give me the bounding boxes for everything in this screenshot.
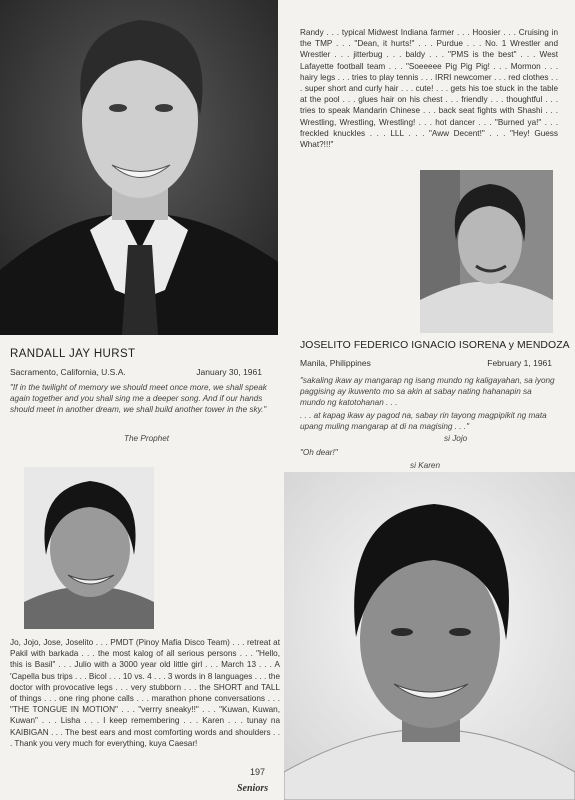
section-label: Seniors (237, 783, 269, 794)
randall-birthplace: Sacramento, California, U.S.A. (10, 367, 126, 377)
randall-portrait-illustration (0, 0, 278, 335)
joselito-birthdate: February 1, 1961 (487, 358, 552, 368)
joselito-portrait-illustration (284, 472, 575, 800)
joselito-smiling-illustration (24, 467, 154, 629)
randall-name: RANDALL JAY HURST (10, 348, 136, 360)
joselito-smiling-photo (24, 467, 154, 629)
randall-blurb: Randy . . . typical Midwest Indiana farmer . . . Hoosier . . . Cruising in the TMP . . . "Dean, it hurts!" . . . Purdue . . . No. 1 Wrestler and Wrestler . . . jitterbug . . . baldy . . . "PMS is the best" . . . West Lafayette football team . . . "Soeeeee Pig Pig Pig! . . . Mormon . . . hairy legs . . . tries to play tennis . . . IRRI newcomer . . . red clothes . . . super short and curly hair . . . cute! . . . gets his toe stuck in the table at the pool . . . glues hair on his chest . . . friendly . . . thoughtful . . . tries to speak Mandarin Chinese . . . back seat fights with Shashi . . . Wrestling, Wrestling, Wrestling! . . . hot dancer . . . "Burned ya!" . . . freckled knuckles . . . LLL . . . "Aww Decent!" . . . "Hey! Guess What?!!!" (300, 28, 558, 150)
joselito-name: JOSELITO FEDERICO IGNACIO ISORENA y MENDOZA (300, 340, 570, 351)
joselito-quote-2: . . . at kapag ikaw ay pagod na, sabay rin tayong magpipikit ng mata upang muling mangarap at di na magising . . ." (300, 411, 547, 431)
joselito-portrait-photo (284, 472, 575, 800)
joselito-birthplace: Manila, Philippines (300, 358, 371, 368)
joselito-quote-1: "sakaling ikaw ay mangarap ng isang mundo ng kaligayahan, sa iyong paggising ay ikuwento mo sa akin at sabay nating hahanapin sa mundo ng katotohanan . . . (300, 376, 555, 407)
joselito-quote-signature-1: si Jojo (444, 434, 468, 443)
randall-birthdate: January 30, 1961 (196, 367, 262, 377)
joselito-quote-3: "Oh dear!" (300, 448, 338, 457)
joselito-quote-signature-2: si Karen (410, 461, 441, 470)
randall-quote: "If in the twilight of memory we should meet once more, we shall speak again together and you shall sing me a deeper song. And if our hands should meet in another dream, we shall build another tower in the sky." (10, 383, 267, 414)
joselito-candid-photo (420, 170, 553, 333)
randall-quote-attribution: The Prophet (124, 434, 170, 443)
joselito-candid-illustration (420, 170, 553, 333)
randall-portrait-photo (0, 0, 278, 335)
joselito-blurb: Jo, Jojo, Jose, Joselito . . . PMDT (Pinoy Mafia Disco Team) . . . retreat at Pakil with barkada . . . the most kalog of all serious persons . . . "Hello, this is Basil" . . . Julio with a 3000 year old little girl . . . March 13 . . . A 'Capella bus trips . . . Bicol . . . 10 vs. 4 . . . 3 words in 8 languages . . . the doctor with provocative legs . . . very stubborn . . . the SHORT and TALL of things . . . one ring phone calls . . . marathon phone conversations . . . "THE TONGUE IN MOTION" . . . "verrry sneaky!!" . . . "Kuwan, Kuwan, Kuwan" . . . Lisha . . . I keep remembering . . . Karen . . . tunay na KAIBIGAN . . . The best ears and most comforting words and shoulders . . . Thank you very much for everything, kuya Caesar! (10, 638, 280, 748)
page-number: 197 (250, 767, 266, 777)
